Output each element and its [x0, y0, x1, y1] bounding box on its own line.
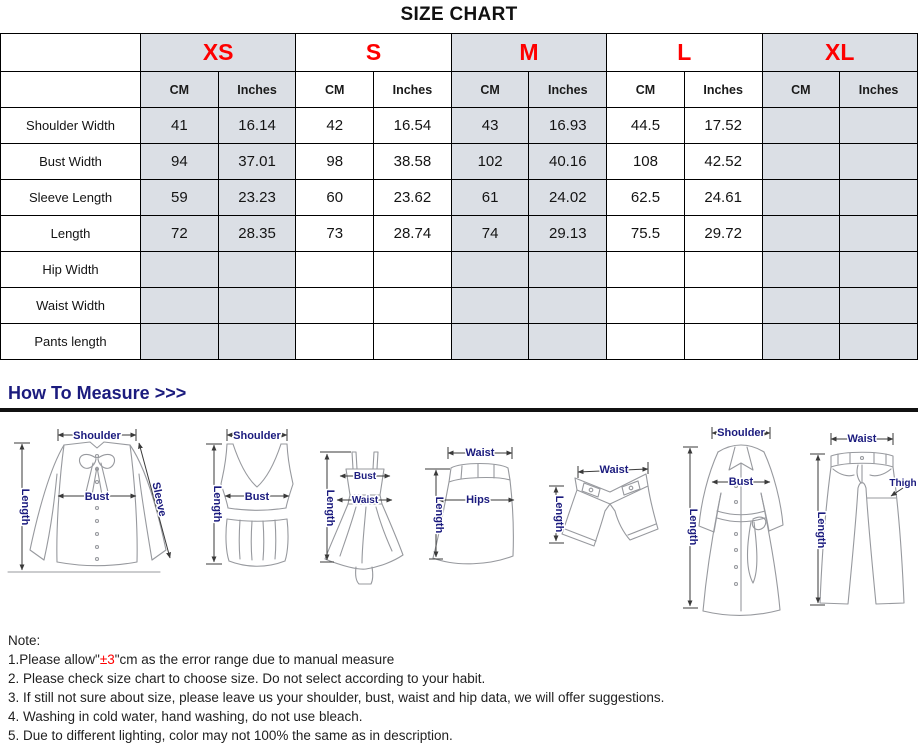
value-cell: 94 — [141, 144, 219, 180]
unit-header-inches: Inches — [684, 72, 762, 108]
value-cell: 28.74 — [374, 216, 452, 252]
value-cell — [451, 252, 529, 288]
value-cell — [607, 288, 685, 324]
value-cell: 74 — [451, 216, 529, 252]
value-cell: 73 — [296, 216, 374, 252]
size-chart-table — [0, 33, 918, 360]
shorts-length-label: Length — [553, 495, 565, 533]
pants-drawing — [820, 452, 904, 604]
value-cell — [762, 252, 840, 288]
how-to-measure-heading: How To Measure >>> — [8, 383, 187, 403]
value-cell — [762, 108, 840, 144]
size-header-xl: XL — [762, 34, 918, 72]
value-cell — [684, 324, 762, 360]
value-cell — [840, 144, 918, 180]
value-cell — [762, 288, 840, 324]
value-cell — [141, 288, 219, 324]
size-header-row — [1, 34, 918, 72]
blouse-sleeve-label: Sleeve — [149, 481, 169, 518]
unit-header-inches: Inches — [218, 72, 296, 108]
value-cell — [374, 252, 452, 288]
value-cell — [607, 252, 685, 288]
value-cell: 59 — [141, 180, 219, 216]
value-cell: 28.35 — [218, 216, 296, 252]
value-cell — [840, 324, 918, 360]
unit-header-inches: Inches — [529, 72, 607, 108]
value-cell: 44.5 — [607, 108, 685, 144]
dress-bust-label: Bust — [353, 471, 377, 482]
value-cell — [762, 324, 840, 360]
value-cell — [451, 324, 529, 360]
value-cell — [762, 216, 840, 252]
tank-length-label: Length — [211, 485, 223, 523]
value-cell: 98 — [296, 144, 374, 180]
value-cell — [296, 324, 374, 360]
value-cell — [374, 324, 452, 360]
value-cell — [762, 180, 840, 216]
diagram-dress — [320, 452, 403, 584]
table-row — [1, 180, 918, 216]
diagram-tank-top — [206, 429, 293, 566]
value-cell — [141, 252, 219, 288]
note-item-1 — [8, 650, 918, 669]
diagram-coat — [683, 427, 783, 615]
value-cell: 23.23 — [218, 180, 296, 216]
value-cell: 75.5 — [607, 216, 685, 252]
value-cell — [840, 216, 918, 252]
skirt-hips-label: Hips — [466, 494, 490, 506]
blouse-length-label: Length — [19, 488, 31, 526]
value-cell — [607, 324, 685, 360]
blouse-bust-label: Bust — [84, 491, 110, 503]
blouse-shoulder-label: Shoulder — [73, 430, 121, 442]
value-cell: 42 — [296, 108, 374, 144]
value-cell — [840, 108, 918, 144]
corner-cell — [1, 72, 141, 108]
value-cell — [451, 288, 529, 324]
skirt-waist-label: Waist — [465, 447, 495, 459]
value-cell: 16.54 — [374, 108, 452, 144]
note-item-5: 5. Due to different lighting, color may not 100% the same as in description. — [8, 728, 453, 743]
table-row — [1, 288, 918, 324]
value-cell: 24.02 — [529, 180, 607, 216]
note-item-2: 2. Please check size chart to choose size. Do not select according to your habit. — [8, 671, 486, 686]
value-cell: 62.5 — [607, 180, 685, 216]
value-cell: 60 — [296, 180, 374, 216]
value-cell — [840, 180, 918, 216]
value-cell — [296, 288, 374, 324]
diagram-blouse — [8, 429, 170, 572]
corner-cell — [1, 34, 141, 72]
coat-bust-label: Bust — [728, 476, 754, 488]
note-1-suffix: "cm as the error range due to manual measure — [114, 652, 395, 667]
table-row — [1, 324, 918, 360]
value-cell: 38.58 — [374, 144, 452, 180]
dress-waist-label: Waist — [351, 495, 379, 506]
row-label: Length — [1, 216, 141, 252]
how-to-measure-diagrams — [0, 412, 918, 624]
row-label: Sleeve Length — [1, 180, 141, 216]
unit-header-inches: Inches — [374, 72, 452, 108]
diagram-shorts — [549, 462, 658, 546]
value-cell: 40.16 — [529, 144, 607, 180]
value-cell — [840, 288, 918, 324]
value-cell — [529, 252, 607, 288]
note-1-prefix: 1.Please allow" — [8, 652, 100, 667]
value-cell — [684, 288, 762, 324]
value-cell — [374, 288, 452, 324]
table-row — [1, 252, 918, 288]
tank-shoulder-label: Shoulder — [233, 430, 281, 442]
value-cell: 37.01 — [218, 144, 296, 180]
value-cell: 24.61 — [684, 180, 762, 216]
unit-header-cm: CM — [296, 72, 374, 108]
size-table-body — [1, 108, 918, 360]
value-cell — [141, 324, 219, 360]
value-cell: 61 — [451, 180, 529, 216]
value-cell — [529, 324, 607, 360]
value-cell — [529, 288, 607, 324]
shorts-drawing — [562, 474, 658, 546]
note-item-3: 3. If still not sure about size, please leave us your shoulder, bust, waist and hip data, we will offer suggestions. — [8, 690, 665, 705]
row-label: Bust Width — [1, 144, 141, 180]
table-row — [1, 108, 918, 144]
coat-length-label: Length — [687, 508, 699, 546]
unit-header-cm: CM — [607, 72, 685, 108]
table-row — [1, 216, 918, 252]
pants-length-label: Length — [815, 511, 827, 549]
value-cell — [684, 252, 762, 288]
value-cell — [840, 252, 918, 288]
value-cell: 42.52 — [684, 144, 762, 180]
unit-header-cm: CM — [141, 72, 219, 108]
unit-header-cm: CM — [451, 72, 529, 108]
value-cell — [296, 252, 374, 288]
row-label: Shoulder Width — [1, 108, 141, 144]
pants-waist-label: Waist — [847, 433, 877, 445]
tank-top-drawing — [221, 444, 293, 566]
value-cell — [218, 252, 296, 288]
value-cell: 108 — [607, 144, 685, 180]
value-cell: 16.14 — [218, 108, 296, 144]
coat-shoulder-label: Shoulder — [717, 427, 765, 439]
notes-heading: Note: — [8, 633, 41, 648]
value-cell: 41 — [141, 108, 219, 144]
value-cell: 16.93 — [529, 108, 607, 144]
diagram-pants — [810, 433, 917, 605]
size-header-l: L — [607, 34, 762, 72]
skirt-length-label: Length — [433, 496, 445, 534]
table-row — [1, 144, 918, 180]
value-cell: 17.52 — [684, 108, 762, 144]
note-item-4: 4. Washing in cold water, hand washing, do not use bleach. — [8, 709, 363, 724]
value-cell: 72 — [141, 216, 219, 252]
value-cell — [218, 288, 296, 324]
shorts-waist-label: Waist — [599, 464, 629, 476]
unit-header-row — [1, 72, 918, 108]
size-header-s: S — [296, 34, 451, 72]
tank-bust-label: Bust — [244, 491, 270, 503]
value-cell: 29.72 — [684, 216, 762, 252]
pants-thigh-label: Thigh — [889, 478, 917, 489]
coat-drawing — [699, 445, 783, 615]
value-cell: 43 — [451, 108, 529, 144]
size-header-xs: XS — [141, 34, 296, 72]
value-cell: 29.13 — [529, 216, 607, 252]
row-label: Hip Width — [1, 252, 141, 288]
diagram-skirt — [425, 447, 514, 564]
dress-length-label: Length — [324, 489, 336, 527]
row-label: Waist Width — [1, 288, 141, 324]
size-header-m: M — [451, 34, 606, 72]
value-cell: 102 — [451, 144, 529, 180]
value-cell — [762, 144, 840, 180]
unit-header-inches: Inches — [840, 72, 918, 108]
page-title: SIZE CHART — [400, 4, 518, 25]
row-label: Pants length — [1, 324, 141, 360]
value-cell: 23.62 — [374, 180, 452, 216]
unit-header-cm: CM — [762, 72, 840, 108]
note-1-tolerance: ±3 — [99, 652, 115, 667]
value-cell — [218, 324, 296, 360]
notes-section — [8, 631, 918, 745]
